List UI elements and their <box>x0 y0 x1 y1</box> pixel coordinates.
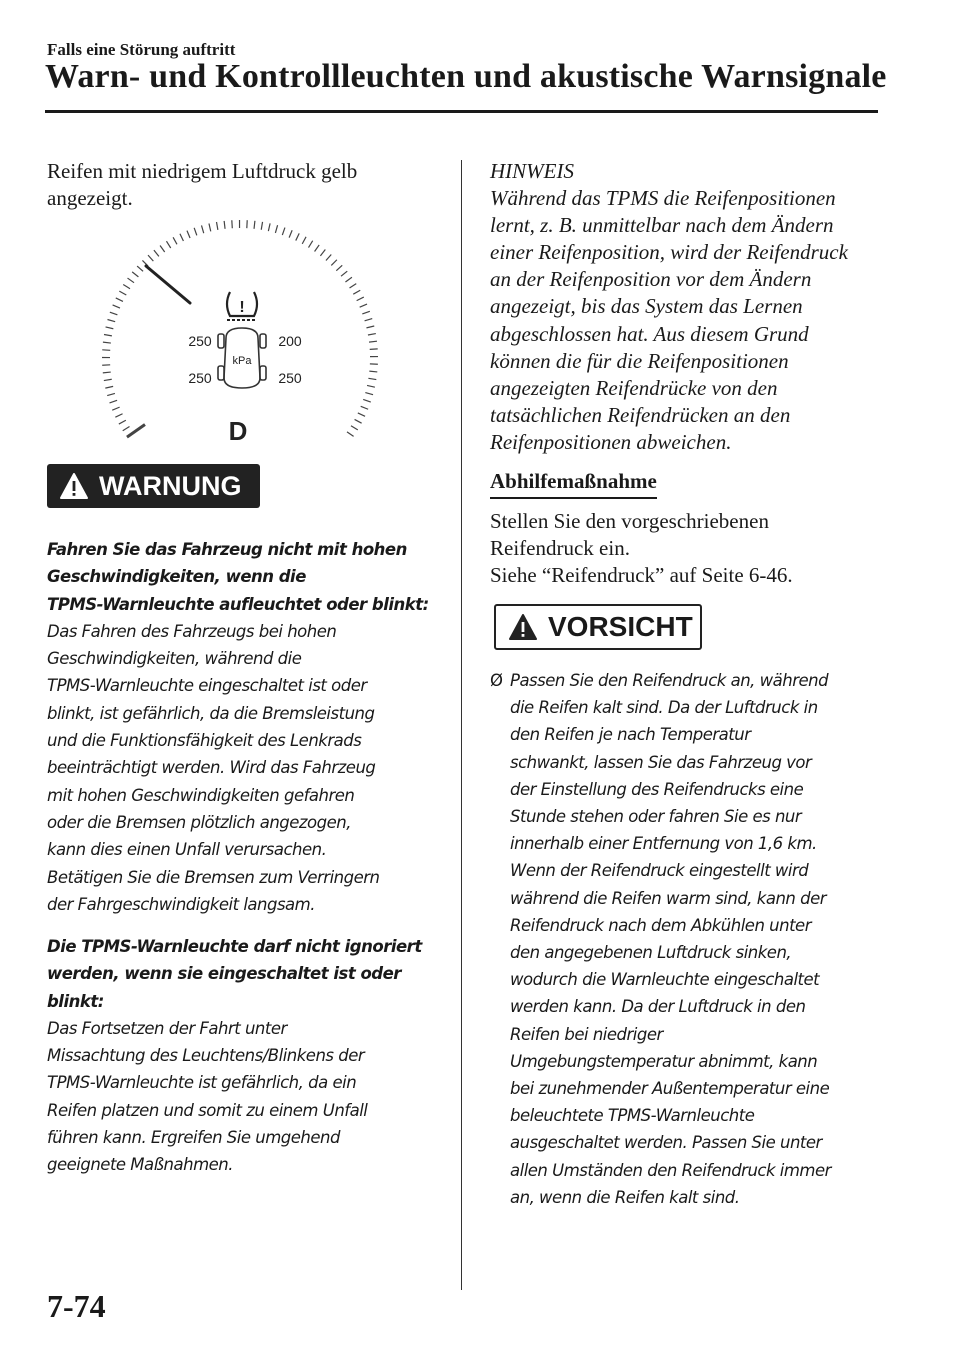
warning-heading-line: blinkt: <box>47 991 104 1011</box>
note-line: angezeigt, bis das System das Lernen <box>490 294 803 319</box>
gauge-minor-tick <box>115 414 122 417</box>
warning-body-line: und die Funktionsfähigkeit des Lenkrads <box>47 731 362 751</box>
intro-line-1: Reifen mit niedrigem Luftdruck gelb <box>47 159 358 183</box>
gauge-minor-tick <box>113 305 120 308</box>
gauge-minor-tick <box>341 271 347 276</box>
gauge-minor-tick <box>123 427 130 431</box>
warning-heading-line: Fahren Sie das Fahrzeug nicht mit hohen <box>47 540 407 559</box>
note-line: angezeigten Reifendrücke von den <box>490 375 778 400</box>
gauge-minor-tick <box>107 393 115 395</box>
caution-line: beleuchtete TPMS-Warnleuchte <box>510 1106 755 1126</box>
gauge-minor-tick <box>347 432 354 437</box>
gauge-minor-tick <box>110 312 118 315</box>
pressure-front-right: 200 <box>278 333 302 349</box>
gauge-major-tick <box>127 425 145 438</box>
gauge-minor-tick <box>320 250 325 256</box>
chapter-title: Warn- und Kontrollleuchten und akustische Warnsignale <box>45 58 887 95</box>
gauge-minor-tick <box>368 334 376 335</box>
gauge-minor-tick <box>315 245 320 252</box>
gauge-minor-tick <box>275 225 277 233</box>
warning-body-line: Das Fahren des Fahrzeugs bei hohen <box>47 621 337 641</box>
gauge-minor-tick <box>106 327 114 329</box>
warning-heading-line: werden, wenn sie eingeschaltet ist oder <box>47 964 401 984</box>
warning-heading-line: TPMS-Warnleuchte aufleuchtet oder blinkt: <box>47 594 429 614</box>
instrument-cluster-figure <box>100 208 380 448</box>
remedy-heading: Abhilfemaßnahme <box>490 469 657 499</box>
pressure-rear-right: 250 <box>278 370 302 386</box>
pressure-unit: kPa <box>232 355 252 367</box>
gauge-minor-tick <box>254 221 255 229</box>
note-line: können die für die Reifenpositionen <box>490 348 789 373</box>
gauge-minor-tick <box>362 311 370 314</box>
gauge-minor-tick <box>105 386 113 388</box>
caution-list-item <box>490 667 880 1211</box>
gauge-minor-tick <box>112 407 119 410</box>
pressure-front-left: 250 <box>188 333 212 349</box>
gauge-minor-tick <box>365 319 373 321</box>
gear-indicator: D <box>228 416 248 446</box>
gauge-minor-tick <box>369 371 377 372</box>
caution-line: die Reifen kalt sind. Da der Luftdruck in <box>510 698 818 718</box>
note-line: lernt, z. B. unmittelbar nach dem Ändern <box>490 213 834 238</box>
warning-body-line: kann dies einen Unfall verursachen. <box>47 840 327 860</box>
caution-label: VORSICHT <box>548 611 693 642</box>
gauge-minor-tick <box>103 342 111 343</box>
note-line: an der Reifenposition vor dem Ändern <box>490 267 812 292</box>
caution-line: an, wenn die Reifen kalt sind. <box>510 1187 740 1207</box>
gauge-minor-tick <box>289 230 292 237</box>
gauge-minor-tick <box>187 231 190 238</box>
tpms-exclamation: ! <box>239 299 245 316</box>
caution-line: werden kann. Da der Luftdruck in den <box>510 997 806 1017</box>
gauge-minor-tick <box>357 297 364 301</box>
remedy-line: Siehe “Reifendruck” auf Seite 6-46. <box>490 563 793 587</box>
gauge-minor-tick <box>331 260 337 266</box>
warning-label: WARNUNG <box>99 470 242 501</box>
note-line: einer Reifenposition, wird der Reifendruck <box>490 240 848 265</box>
warning-heading-line: Die TPMS-Warnleuchte darf nicht ignoriert <box>47 937 422 956</box>
gauge-minor-tick <box>268 223 270 231</box>
caution-line: schwankt, lassen Sie das Fahrzeug vor <box>510 752 812 772</box>
caution-line: bei zunehmender Außentemperatur eine <box>510 1079 830 1099</box>
gauge-minor-tick <box>336 265 342 270</box>
gauge-minor-tick <box>361 406 368 409</box>
gauge-minor-tick <box>194 228 197 236</box>
gauge-minor-tick <box>309 241 313 248</box>
caution-badge <box>494 604 702 650</box>
gauge-minor-tick <box>368 378 376 379</box>
caution-line: während die Reifen warm sind, kann der <box>510 888 827 908</box>
arrow-bullet-icon: Ø <box>490 671 503 690</box>
gauge-minor-tick <box>119 420 126 424</box>
caution-line: allen Umständen den Reifendruck immer <box>510 1160 831 1180</box>
section-label: Falls eine Störung auftritt <box>47 40 236 59</box>
gauge-minor-tick <box>296 233 299 240</box>
column-divider <box>461 160 462 1290</box>
gauge-minor-tick <box>119 291 126 295</box>
gauge-minor-tick <box>154 250 159 256</box>
gauge-minor-tick <box>365 393 373 395</box>
caution-line: Wenn der Reifendruck eingestellt wird <box>510 861 809 881</box>
gauge-minor-tick <box>353 290 360 294</box>
gauge-minor-tick <box>107 319 115 321</box>
warning-body-line: mit hohen Geschwindigkeiten gefahren <box>47 785 355 805</box>
warning-body-line: Reifen platzen und somit zu einem Unfall <box>47 1100 368 1120</box>
gauge-minor-tick <box>128 278 135 283</box>
gauge-minor-tick <box>166 241 170 248</box>
gauge-minor-tick <box>116 298 123 301</box>
caution-line: Stunde stehen oder fahren Sie es nur <box>510 807 802 827</box>
gauge-minor-tick <box>123 284 130 288</box>
warning-body-line: TPMS-Warnleuchte ist gefährlich, da ein <box>47 1073 357 1093</box>
warning-triangle-icon <box>59 472 89 500</box>
caution-line: der Einstellung des Reifendrucks eine <box>510 779 804 799</box>
caution-line: wodurch die Warnleuchte eingeschaltet <box>510 970 820 990</box>
caution-line: innerhalb einer Entfernung von 1,6 km. <box>510 834 817 854</box>
gauge-minor-tick <box>104 335 112 336</box>
gauge-minor-tick <box>326 254 331 260</box>
note-line: tatsächlichen Reifendrücken an den <box>490 402 791 427</box>
gauge-minor-tick <box>360 304 367 307</box>
warning-body-line: Geschwindigkeiten, während die <box>47 649 302 669</box>
warning-heading-line: Geschwindigkeiten, wenn die <box>47 567 306 587</box>
warning-body-line: beeinträchtigt werden. Wird das Fahrzeug <box>47 758 376 778</box>
note-line: HINWEIS <box>490 159 574 183</box>
remedy-text <box>490 508 890 589</box>
note-line: Reifenpositionen abweichen. <box>490 429 732 454</box>
gauge-minor-tick <box>366 326 374 328</box>
gauge-minor-tick <box>103 372 111 373</box>
gauge-minor-tick <box>132 272 138 277</box>
gauge-minor-tick <box>137 266 143 271</box>
remedy-line: Stellen Sie den vorgeschriebenen <box>490 509 769 533</box>
gauge-minor-tick <box>209 224 211 232</box>
warning-badge <box>47 464 260 508</box>
gauge-minor-tick <box>350 284 357 288</box>
warning-body-line: Betätigen Sie die Bremsen zum Verringern <box>47 867 380 887</box>
gauge-minor-tick <box>358 413 365 416</box>
caution-list <box>490 667 880 1211</box>
warning-block-1 <box>47 536 447 918</box>
gauge-minor-tick <box>351 426 358 430</box>
gauge-minor-tick <box>201 225 203 233</box>
gauge-minor-tick <box>217 222 218 230</box>
gauge-minor-tick <box>355 419 362 423</box>
gauge-minor-tick <box>110 400 118 403</box>
gauge-minor-tick <box>148 255 153 261</box>
caution-line: den Reifen je nach Temperatur <box>510 725 751 745</box>
gauge-minor-tick <box>104 379 112 380</box>
gauge-minor-tick <box>363 399 371 402</box>
caution-line: Umgebungstemperatur abnimmt, kann <box>510 1051 818 1071</box>
gauge-minor-tick <box>282 228 285 236</box>
gauge-minor-tick <box>369 341 377 342</box>
caution-line: den angegebenen Luftdruck sinken, <box>510 943 792 963</box>
gauge-minor-tick <box>224 221 225 229</box>
note-line: Während das TPMS die Reifenpositionen <box>490 186 836 211</box>
note-block <box>490 158 890 456</box>
caution-line: Reifendruck nach dem Abkühlen unter <box>510 915 811 935</box>
gauge-minor-tick <box>180 234 183 241</box>
warning-body-line: blinkt, ist gefährlich, da die Bremsleistung <box>47 703 375 723</box>
caution-line: Reifen bei niedriger <box>510 1024 663 1044</box>
remedy-line: Reifendruck ein. <box>490 536 630 560</box>
header-rule <box>45 110 878 113</box>
pressure-rear-left: 250 <box>188 370 212 386</box>
warning-block-2 <box>47 933 447 1179</box>
gauge-needle <box>146 266 190 303</box>
warning-body-line: Das Fortsetzen der Fahrt unter <box>47 1018 287 1038</box>
warning-body-line: der Fahrgeschwindigkeit langsam. <box>47 894 315 914</box>
caution-line: ausgeschaltet werden. Passen Sie unter <box>510 1133 822 1153</box>
warning-body-line: führen kann. Ergreifen Sie umgehend <box>47 1128 340 1148</box>
gauge-minor-tick <box>302 237 306 244</box>
warning-body-line: geeignete Maßnahmen. <box>47 1155 234 1175</box>
warning-body-line: oder die Bremsen plötzlich angezogen, <box>47 812 351 832</box>
page-number: 7-74 <box>47 1288 106 1324</box>
gauge-minor-tick <box>173 237 177 244</box>
note-line: abgeschlossen hat. Aus diesem Grund <box>490 321 809 346</box>
warning-triangle-icon <box>508 613 538 641</box>
left-column <box>47 158 447 212</box>
gauge-minor-tick <box>345 277 351 282</box>
gauge-minor-tick <box>370 349 378 350</box>
gauge-minor-tick <box>261 222 262 230</box>
warning-body-line: Missachtung des Leuchtens/Blinkens der <box>47 1046 365 1066</box>
warning-body-line: TPMS-Warnleuchte eingeschaltet ist oder <box>47 676 367 696</box>
gauge-minor-tick <box>367 385 375 387</box>
intro-line-2: angezeigt. <box>47 186 133 210</box>
caution-line: Passen Sie den Reifendruck an, während <box>510 671 829 690</box>
gauge-minor-tick <box>160 246 165 253</box>
